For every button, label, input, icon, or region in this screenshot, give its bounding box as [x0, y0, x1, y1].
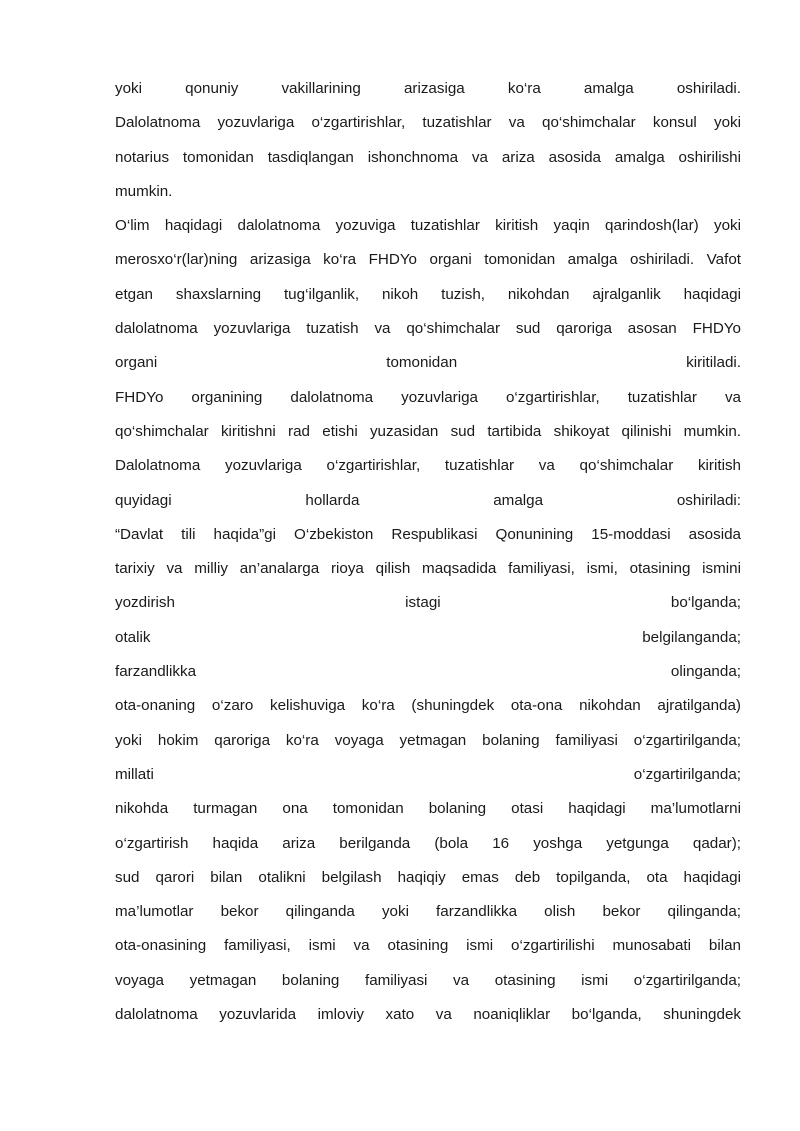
text-line: mumkin.: [115, 182, 173, 200]
text-line: o‘zgartirish haqida ariza berilganda (bola 16 yoshga yetgunga qadar);: [115, 834, 741, 852]
text-line: sud qarori bilan otalikni belgilash haqiqiy emas deb topilganda, ota haqidagi: [115, 868, 741, 886]
text-line: ota-onaning o‘zaro kelishuviga ko‘ra (shuningdek ota-ona nikohdan ajratilganda): [115, 697, 741, 715]
text-line: farzandlikka olinganda;: [115, 663, 741, 681]
text-line: yoki qonuniy vakillarining arizasiga ko‘ra amalga oshiriladi.: [115, 80, 741, 97]
text-line: Dalolatnoma yozuvlariga o‘zgartirishlar, tuzatishlar va qo‘shimchalar konsul yoki: [115, 114, 741, 132]
text-line: yoki hokim qaroriga ko‘ra voyaga yetmagan bolaning familiyasi o‘zgartirilganda;: [115, 731, 741, 749]
text-line: O‘lim haqidagi dalolatnoma yozuviga tuzatishlar kiritish yaqin qarindosh(lar) yoki: [115, 217, 741, 235]
text-line: voyaga yetmagan bolaning familiyasi va otasining ismi o‘zgartirilganda;: [115, 971, 741, 989]
text-line: otalik belgilanganda;: [115, 628, 741, 646]
text-line: ma’lumotlar bekor qilinganda yoki farzandlikka olish bekor qilinganda;: [115, 903, 741, 921]
text-line: etgan shaxslarning tug‘ilganlik, nikoh tuzish, nikohdan ajralganlik haqidagi: [115, 285, 741, 303]
text-line: dalolatnoma yozuvlariga tuzatish va qo‘shimchalar sud qaroriga asosan FHDYo: [115, 320, 741, 338]
text-line: dalolatnoma yozuvlarida imloviy xato va noaniqliklar bo‘lganda, shuningdek: [115, 1006, 741, 1024]
text-line: merosxo‘r(lar)ning arizasiga ko‘ra FHDYo organi tomonidan amalga oshiriladi. Vafot: [115, 251, 741, 269]
text-line: tarixiy va milliy an’analarga rioya qilish maqsadida familiyasi, ismi, otasining ismini: [115, 560, 741, 578]
text-line: organi tomonidan kiritiladi.: [115, 354, 741, 372]
document-body: [115, 72, 741, 1032]
text-line: yozdirish istagi bo‘lganda;: [115, 594, 741, 612]
text-line: qo‘shimchalar kiritishni rad etishi yuzasidan sud tartibida shikoyat qilinishi mumkin.: [115, 422, 741, 440]
text-line: notarius tomonidan tasdiqlangan ishonchnoma va ariza asosida amalga oshirilishi: [115, 148, 741, 166]
text-line: quyidagi hollarda amalga oshiriladi:: [115, 491, 741, 509]
text-line: “Davlat tili haqida”gi O‘zbekiston Respublikasi Qonunining 15-moddasi asosida: [115, 525, 741, 543]
text-line: millati o‘zgartirilganda;: [115, 765, 741, 783]
text-line: nikohda turmagan ona tomonidan bolaning otasi haqidagi ma’lumotlarni: [115, 800, 741, 818]
text-line: ota-onasining familiyasi, ismi va otasining ismi o‘zgartirilishi munosabati bilan: [115, 937, 741, 955]
text-line: FHDYo organining dalolatnoma yozuvlariga o‘zgartirishlar, tuzatishlar va: [115, 388, 741, 406]
text-line: Dalolatnoma yozuvlariga o‘zgartirishlar, tuzatishlar va qo‘shimchalar kiritish: [115, 457, 741, 475]
